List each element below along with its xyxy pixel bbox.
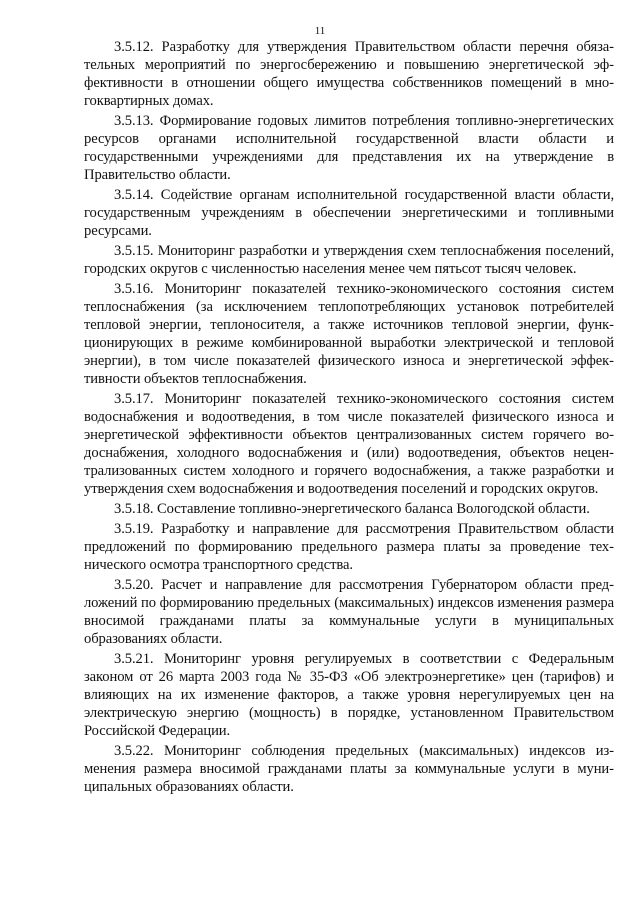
- paragraph-3-5-16: 3.5.16. Мониторинг показателей технико-экономического состояния систем теплоснабжения (за исключением теплопотребляющих установок потребителей тепловой энергии, теплоносителя, а также источников тепловой энергии, функционирующих в режиме комбинированной выработки электрической и тепловой энергии), в том числе показателей физического износа и энергетической эффективности объектов теплоснабжения.: [84, 281, 614, 387]
- paragraph-3-5-20: 3.5.20. Расчет и направление для рассмотрения Губернатором области предложений по формированию предельных (максимальных) индексов изменения размера вносимой гражданами платы за коммунальные услуги в муниципальных образованиях области.: [84, 577, 614, 647]
- paragraph-3-5-19: 3.5.19. Разработку и направление для рассмотрения Правительством области предложений по формированию предельного размера платы за проведение технического осмотра транспортного средства.: [84, 521, 614, 573]
- paragraph-3-5-22: 3.5.22. Мониторинг соблюдения предельных (максимальных) индексов изменения размера вносимой гражданами платы за коммунальные услуги в муниципальных образованиях области.: [84, 743, 614, 795]
- page-number: 11: [314, 25, 326, 37]
- paragraph-3-5-14: 3.5.14. Содействие органам исполнительной государственной власти области, государственным учреждениям в обеспечении энергетическими и топливными ресурсами.: [84, 187, 614, 239]
- paragraph-3-5-15: 3.5.15. Мониторинг разработки и утверждения схем теплоснабжения поселений, городских округов с численностью населения менее чем пятьсот тысяч человек.: [84, 243, 614, 277]
- paragraph-3-5-21: 3.5.21. Мониторинг уровня регулируемых в соответствии с Федеральным законом от 26 марта 2003 года № 35-ФЗ «Об электроэнергетике» цен (тарифов) и влияющих на их изменение факторов, а также уровня нерегулируемых цен на электрическую энергию (мощность) в порядке, установленном Правительством Российской Федерации.: [84, 651, 614, 739]
- paragraph-3-5-12: 3.5.12. Разработку для утверждения Правительством области перечня обязательных мероприятий по энергосбережению и повышению энергетической эффективности в отношении общего имущества собственников помещений в многоквартирных домах.: [84, 39, 614, 109]
- paragraph-3-5-17: 3.5.17. Мониторинг показателей технико-экономического состояния систем водоснабжения и водоотведения, в том числе показателей физического износа и энергетической эффективности объектов централизованных систем горячего водоснабжения, холодного водоснабжения и (или) водоотведения, объектов нецентрализованных систем холодного и горячего водоснабжения, а также разработки и утверждения схем водоснабжения и водоотведения поселений и городских округов.: [84, 391, 614, 497]
- document-body: [84, 38, 614, 798]
- paragraph-3-5-13: 3.5.13. Формирование годовых лимитов потребления топливно-энергетических ресурсов органами исполнительной государственной власти области и государственными учреждениями для представления их на утверждение в Правительство области.: [84, 113, 614, 183]
- paragraph-3-5-18: 3.5.18. Составление топливно-энергетического баланса Вологодской области.: [114, 501, 590, 517]
